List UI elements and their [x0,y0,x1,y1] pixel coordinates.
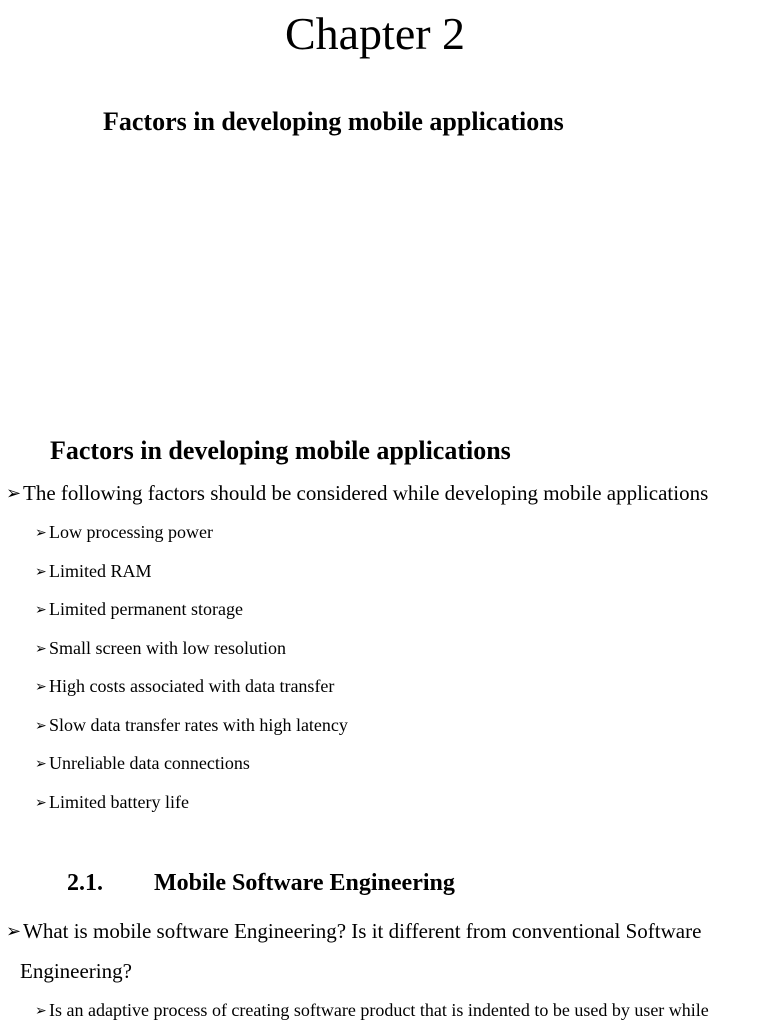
answer-text: Is an adaptive process of creating software product that is indented to be used by user while [49,1000,709,1020]
arrow-bullet-icon: ➢ [35,525,47,541]
question-text-line2: Engineering? [20,959,132,983]
chapter-title: Chapter 2 [284,8,466,59]
arrow-bullet-icon: ➢ [6,921,22,942]
question-text-line1: What is mobile software Engineering? Is it different from conventional Software [23,919,702,943]
list-item [35,713,348,752]
factors-list [35,520,348,828]
arrow-bullet-icon: ➢ [35,640,47,657]
list-item [35,520,348,559]
intro-bullet [6,479,708,508]
answer-bullet [35,998,709,1023]
arrow-bullet-icon: ➢ [35,794,47,811]
factor-text: Limited RAM [49,560,152,581]
list-item [35,674,348,713]
section-heading: Factors in developing mobile applications [50,436,511,465]
list-item [35,636,348,675]
factor-text: Low processing power [49,522,213,542]
list-item [35,751,348,790]
question-bullet [6,917,701,946]
intro-text: The following factors should be considered while developing mobile applications [23,481,709,505]
subsection-number: 2.1. [67,870,103,896]
arrow-bullet-icon: ➢ [35,563,47,580]
subsection-heading [67,867,455,899]
factor-text: Limited permanent storage [49,599,243,619]
arrow-bullet-icon: ➢ [6,483,22,504]
subsection-title: Mobile Software Engineering [154,870,455,896]
factor-text: Small screen with low resolution [49,637,286,658]
factor-text: Slow data transfer rates with high latency [49,714,348,735]
arrow-bullet-icon: ➢ [35,602,47,618]
chapter-subtitle: Factors in developing mobile applications [103,107,564,136]
list-item [35,597,348,636]
factor-text: Limited battery life [49,791,189,812]
arrow-bullet-icon: ➢ [35,1003,47,1019]
factor-text: High costs associated with data transfer [49,676,335,696]
arrow-bullet-icon: ➢ [35,679,47,695]
factor-text: Unreliable data connections [49,753,250,773]
arrow-bullet-icon: ➢ [35,717,47,734]
arrow-bullet-icon: ➢ [35,756,47,772]
list-item [35,559,348,598]
list-item [35,790,348,829]
